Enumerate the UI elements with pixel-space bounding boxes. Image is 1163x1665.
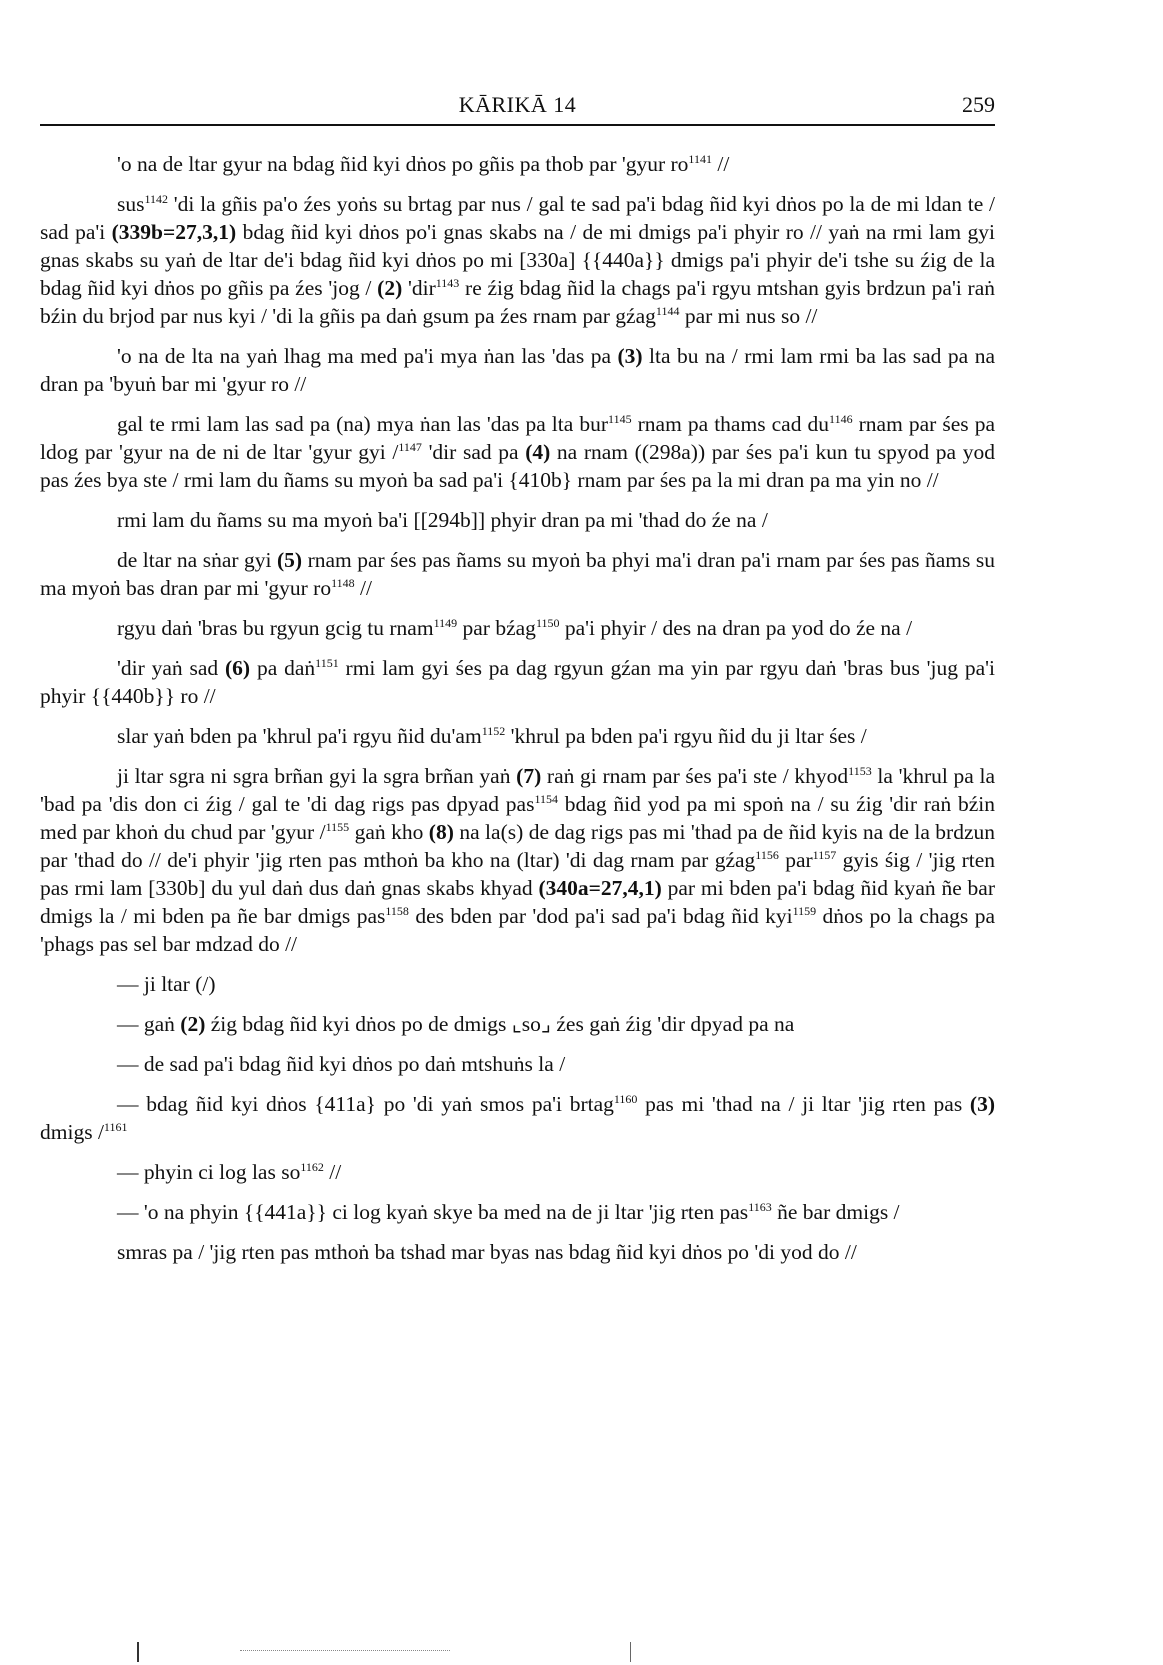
header-rule <box>40 124 995 126</box>
text-run: rnam par śes pas ñams su myoṅ ba phyi ma'i dran pa'i rnam par śes pas ñams su ma myoṅ bas dran par mi 'gyur ro <box>40 548 996 600</box>
footnote-ref: 1141 <box>688 152 712 166</box>
text-run: gyis śig / 'jig rten pas rmi lam [330b] du yul daṅ dus daṅ gnas skabs khyad <box>40 848 995 900</box>
footnote-ref: 1145 <box>608 412 632 426</box>
footnote-ref: 1150 <box>535 616 560 630</box>
footnote-ref: 1157 <box>812 848 837 862</box>
text-run: par mi bden pa'i bdag ñid kyaṅ ñe bar dmigs la / mi bden pa ñe bar dmigs pas <box>40 876 996 928</box>
text-run: 'dir yaṅ sad <box>117 656 226 680</box>
paragraph <box>40 762 995 958</box>
text-run: dṅos po la chags pa 'phags pas sel bar mdzad do // <box>40 904 995 956</box>
folio-ref: (2) <box>377 276 403 300</box>
text-run: par <box>778 848 813 872</box>
text-run: re źig bdag ñid la chags pa'i rgyu mtshan gyis brdzun pa'i raṅ bźin du brjod par nus kyi / 'di la gñis pa daṅ gsum pa źes rnam par gźag <box>40 276 996 328</box>
text-run: par mi nus so // <box>679 304 818 328</box>
paragraph <box>40 150 995 178</box>
text-run: rmi lam gyi śes pa dag rgyun gźan ma yin par rgyu daṅ 'bras bus 'jug pa'i phyir {{440b}} ro // <box>40 656 995 708</box>
text-run: // <box>323 1160 342 1184</box>
folio-ref: (5) <box>277 548 303 572</box>
footnote-ref: 1142 <box>144 192 169 206</box>
scan-mark <box>137 1642 139 1662</box>
dialogue-line <box>40 1090 995 1146</box>
text-run: raṅ gi rnam par śes pa'i ste / khyod <box>541 764 849 788</box>
paragraph <box>40 614 995 642</box>
paragraph <box>40 1238 995 1266</box>
text-run: 'dir <box>402 276 436 300</box>
text-run: — ji ltar (/) <box>117 972 216 996</box>
footnote-ref: 1152 <box>481 724 506 738</box>
text-run: 'di la gñis pa'o źes yoṅs su brtag par nus / gal te sad pa'i bdag ñid kyi dṅos po la de mi ldan te / sad pa'i <box>40 192 995 244</box>
text-run: dmigs / <box>40 1120 104 1144</box>
text-run: bdag ñid kyi dṅos po'i gnas skabs na / de mi dmigs pa'i phyir ro // yaṅ na rmi lam gyi gnas skabs su yaṅ de ltar de'i bdag ñid kyi dṅos po mi [330a] {{440a}} dmigs pa'i phyir de'i tshe su źig de la bdag ñid kyi dṅos po gñis pa źes 'jog / <box>40 220 995 300</box>
text-run: gaṅ kho <box>349 820 429 844</box>
footnote-ref: 1146 <box>829 412 853 426</box>
running-head: KĀRIKĀ 14 <box>458 92 577 117</box>
paragraph <box>40 654 995 710</box>
footnote-ref: 1153 <box>848 764 872 778</box>
text-run: ji ltar sgra ni sgra brñan gyi la sgra brñan yaṅ <box>117 764 517 788</box>
text-run: pa'i phyir / des na dran pa yod do źe na / <box>559 616 913 640</box>
page-header <box>40 92 995 120</box>
text-run: par bźag <box>457 616 536 640</box>
paragraph <box>40 506 995 534</box>
text-run: pas mi 'thad na / ji ltar 'jig rten pas <box>637 1092 970 1116</box>
footnote-ref: 1149 <box>433 616 458 630</box>
paragraph <box>40 190 995 330</box>
folio-ref: (340a=27,4,1) <box>538 876 662 900</box>
footnote-ref: 1148 <box>331 576 355 590</box>
text-run: rgyu daṅ 'bras bu rgyun gcig tu rnam <box>117 616 434 640</box>
body-text <box>40 150 995 1278</box>
text-run: — phyin ci log las so <box>117 1160 301 1184</box>
text-run: des bden par 'dod pa'i sad pa'i bdag ñid kyi <box>408 904 793 928</box>
text-run: sus <box>117 192 145 216</box>
scan-dots <box>240 1650 450 1652</box>
folio-ref: (7) <box>516 764 542 788</box>
folio-ref: (3) <box>617 344 643 368</box>
paragraph <box>40 342 995 398</box>
folio-ref: (3) <box>969 1092 995 1116</box>
text-run: na rnam ((298a)) par śes pa'i kun tu spyod pa yod pas źes bya ste / rmi lam du ñams su myoṅ ba sad pa'i {410b} rnam par śes pa la mi dran pa ma yin no // <box>40 440 995 492</box>
scan-artifacts <box>0 1638 1163 1665</box>
folio-ref: (6) <box>225 656 251 680</box>
footnote-ref: 1159 <box>792 904 817 918</box>
text-run: 'dir sad pa <box>421 440 526 464</box>
footnote-ref: 1154 <box>534 792 559 806</box>
folio-ref: (8) <box>428 820 454 844</box>
text-run: rnam pa thams cad du <box>631 412 830 436</box>
paragraph <box>40 546 995 602</box>
paragraph <box>40 722 995 750</box>
footnote-ref: 1155 <box>325 820 350 834</box>
text-run: // <box>354 576 372 600</box>
text-run: — gaṅ <box>117 1012 181 1036</box>
dialogue-line <box>40 1050 995 1078</box>
footnote-ref: 1161 <box>103 1120 128 1134</box>
text-run: rmi lam du ñams su ma myoṅ ba'i [[294b]] phyir dran pa mi 'thad do źe na / <box>117 508 768 532</box>
folio-ref: (339b=27,3,1) <box>111 220 237 244</box>
text-run: — 'o na phyin {{441a}} ci log kyaṅ skye ba med na de ji ltar 'jig rten pas <box>117 1200 749 1224</box>
scan-mark <box>630 1642 631 1662</box>
text-run: pa daṅ <box>250 656 316 680</box>
dialogue-line <box>40 1010 995 1038</box>
footnote-ref: 1156 <box>755 848 779 862</box>
text-run: rnam par śes pa ldog par 'gyur na de ni de ltar 'gyur gyi / <box>40 412 995 464</box>
text-run: — bdag ñid kyi dṅos {411a} po 'di yaṅ smos pa'i brtag <box>117 1092 614 1116</box>
footnote-ref: 1163 <box>748 1200 772 1214</box>
text-run: smras pa / 'jig rten pas mthoṅ ba tshad mar byas nas bdag ñid kyi dṅos po 'di yod do // <box>117 1240 857 1264</box>
text-run: — de sad pa'i bdag ñid kyi dṅos po daṅ mtshuṅs la / <box>117 1052 566 1076</box>
footnote-ref: 1147 <box>398 440 422 454</box>
text-run: ñe bar dmigs / <box>771 1200 900 1224</box>
text-run: la 'khrul pa la 'bad pa 'dis don ci źig / gal te 'di dag rigs pas dpyad pas <box>40 764 996 816</box>
text-run: 'o na de lta na yaṅ lhag ma med pa'i mya ṅan las 'das pa <box>117 344 618 368</box>
footnote-ref: 1160 <box>613 1092 638 1106</box>
footnote-ref: 1144 <box>655 304 680 318</box>
text-run: // <box>711 152 730 176</box>
folio-ref: (2) <box>180 1012 206 1036</box>
footnote-ref: 1143 <box>435 276 460 290</box>
text-run: na la(s) de dag rigs pas mi 'thad pa de ñid kyis na de la brdzun par 'thad do // de'i phyir 'jig rten pas mthoṅ ba kho na (ltar) 'di dag rnam par gźag <box>40 820 996 872</box>
footnote-ref: 1158 <box>385 904 409 918</box>
text-run: slar yaṅ bden pa 'khrul pa'i rgyu ñid du'am <box>117 724 482 748</box>
text-run: bdag ñid yod pa mi spoṅ na / su źig 'dir raṅ bźin med par khoṅ du chud par 'gyur / <box>40 792 996 844</box>
text-run: lta bu na / rmi lam rmi ba las sad pa na dran pa 'byuṅ bar mi 'gyur ro // <box>40 344 995 396</box>
footnote-ref: 1151 <box>315 656 339 670</box>
footnote-ref: 1162 <box>300 1160 324 1174</box>
dialogue-line <box>40 1198 995 1226</box>
folio-ref: (4) <box>525 440 551 464</box>
page-number: 259 <box>962 92 995 117</box>
text-run: 'o na de ltar gyur na bdag ñid kyi dṅos po gñis pa thob par 'gyur ro <box>117 152 689 176</box>
text-run: gal te rmi lam las sad pa (na) mya ṅan las 'das pa lta bur <box>117 412 609 436</box>
text-run: de ltar na sṅar gyi <box>117 548 277 572</box>
dialogue-line <box>40 970 995 998</box>
text-run: źig bdag ñid kyi dṅos po de dmigs ⌞so⌟ źes gaṅ źig 'dir dpyad pa na <box>205 1012 795 1036</box>
dialogue-line <box>40 1158 995 1186</box>
paragraph <box>40 410 995 494</box>
text-run: 'khrul pa bden pa'i rgyu ñid du ji ltar śes / <box>505 724 867 748</box>
